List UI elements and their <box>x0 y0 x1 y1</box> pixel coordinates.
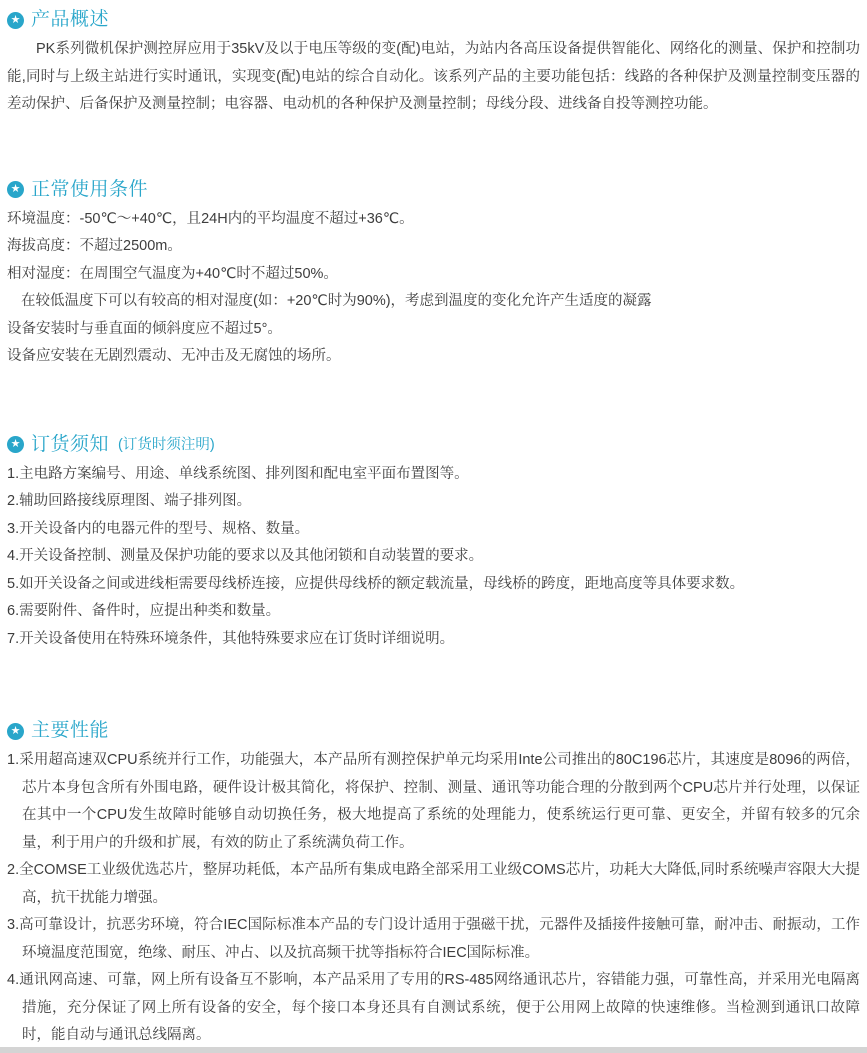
ordering-list <box>7 461 860 654</box>
star-badge-icon: ★ <box>7 723 24 740</box>
list-item: 1.主电路方案编号、用途、单线系统图、排列图和配电室平面布置图等。 <box>7 465 469 482</box>
section-title: 主要性能 <box>31 720 110 741</box>
list-item: 3.高可靠设计，抗恶劣环境，符合IEC国际标准本产品的专门设计适用于强磁干扰，元器件及插接件接触可靠，耐冲击、耐振动，工作环境温度范围宽，绝缘、耐压、冲占、以及抗高频干扰等指标符合IEC国际标准。 <box>7 917 860 961</box>
star-badge-icon: ★ <box>7 181 24 198</box>
section-operating-conditions <box>7 178 860 371</box>
list-item: 2.全COMSE工业级优选芯片，整屏功耗低，本产品所有集成电路全部采用工业级COMS芯片，功耗大大降低,同时系统噪声容限大大提高，抗干扰能力增强。 <box>7 862 860 906</box>
conditions-list <box>7 206 860 371</box>
section-subtitle: (订货时须注明) <box>118 436 215 453</box>
page-bottom-divider <box>0 1047 867 1053</box>
section-title: 产品概述 <box>31 9 110 30</box>
overview-paragraph: PK系列微机保护测控屏应用于35kV及以于电压等级的变(配)电站，为站内各高压设备提供智能化、网络化的测量、保护和控制功能,同时与上级主站进行实时通讯，实现变(配)电站的综合自动化。该系列产品的主要功能包括：线路的各种保护及测量控制变压器的差动保护、后备保护及测量控制；电容器、电动机的各种保护及测量控制；母线分段、进线备自投等测控功能。 <box>7 41 860 112</box>
list-item: 2.辅助回路接线原理图、端子排列图。 <box>7 493 252 509</box>
section-title: 正常使用条件 <box>31 178 149 200</box>
section-main-performance <box>7 719 860 1050</box>
list-item: 在较低温度下可以有较高的相对湿度(如：+20℃时为90%)，考虑到温度的变化允许产生适度的凝露 <box>21 293 652 309</box>
star-badge-icon: ★ <box>7 12 24 29</box>
section-header <box>7 178 860 202</box>
section-header <box>7 8 860 32</box>
list-item: 6.需要附件、备件时，应提出种类和数量。 <box>7 603 281 619</box>
section-title: 订货须知 <box>31 433 110 455</box>
list-item: 环境温度：-50℃～+40℃，且24H内的平均温度不超过+36℃。 <box>7 210 414 227</box>
list-item: 1.采用超高速双CPU系统并行工作，功能强大，本产品所有测控保护单元均采用Inte公司推出的80C196芯片，其速度是8096的两倍，芯片本身包含所有外围电路，硬件设计极其简化，将保护、控制、测量、通讯等功能合理的分散到两个CPU芯片并行处理，以保证在其中一个CPU发生故障时能够自动切换任务，极大地提高了系统的处理能力，使系统运行更可靠、更安全，并留有较多的冗余量，利于用户的升级和扩展，有效的防止了系统满负荷工作。 <box>7 752 860 851</box>
section-ordering-notes <box>7 433 860 654</box>
list-item: 7.开关设备使用在特殊环境条件，其他特殊要求应在订货时详细说明。 <box>7 630 455 647</box>
list-item: 4.通讯网高速、可靠，网上所有设备互不影响，本产品采用了专用的RS-485网络通讯芯片，容错能力强，可靠性高，并采用光电隔离措施，充分保证了网上所有设备的安全，每个接口本身还具有自测试系统，便于公用网上故障的快速维修。当检测到通讯口故障时，能自动与通讯总线隔离。 <box>7 972 860 1043</box>
list-item: 3.开关设备内的电器元件的型号、规格、数量。 <box>7 520 310 537</box>
section-header <box>7 719 860 743</box>
list-item: 海拔高度：不超过2500m。 <box>7 238 182 254</box>
list-item: 相对湿度：在周围空气温度为+40℃时不超过50%。 <box>7 265 338 282</box>
section-product-overview <box>7 8 860 119</box>
list-item: 5.如开关设备之间或进线柜需要母线桥连接，应提供母线桥的额定载流量，母线桥的跨度，距地高度等具体要求数。 <box>7 575 745 592</box>
section-header <box>7 433 860 457</box>
performance-list <box>7 747 860 1050</box>
list-item: 4.开关设备控制、测量及保护功能的要求以及其他闭锁和自动装置的要求。 <box>7 548 484 564</box>
list-item: 设备安装时与垂直面的倾斜度应不超过5°。 <box>7 320 282 337</box>
list-item: 设备应安装在无剧烈震动、无冲击及无腐蚀的场所。 <box>7 348 341 364</box>
star-badge-icon: ★ <box>7 436 24 453</box>
